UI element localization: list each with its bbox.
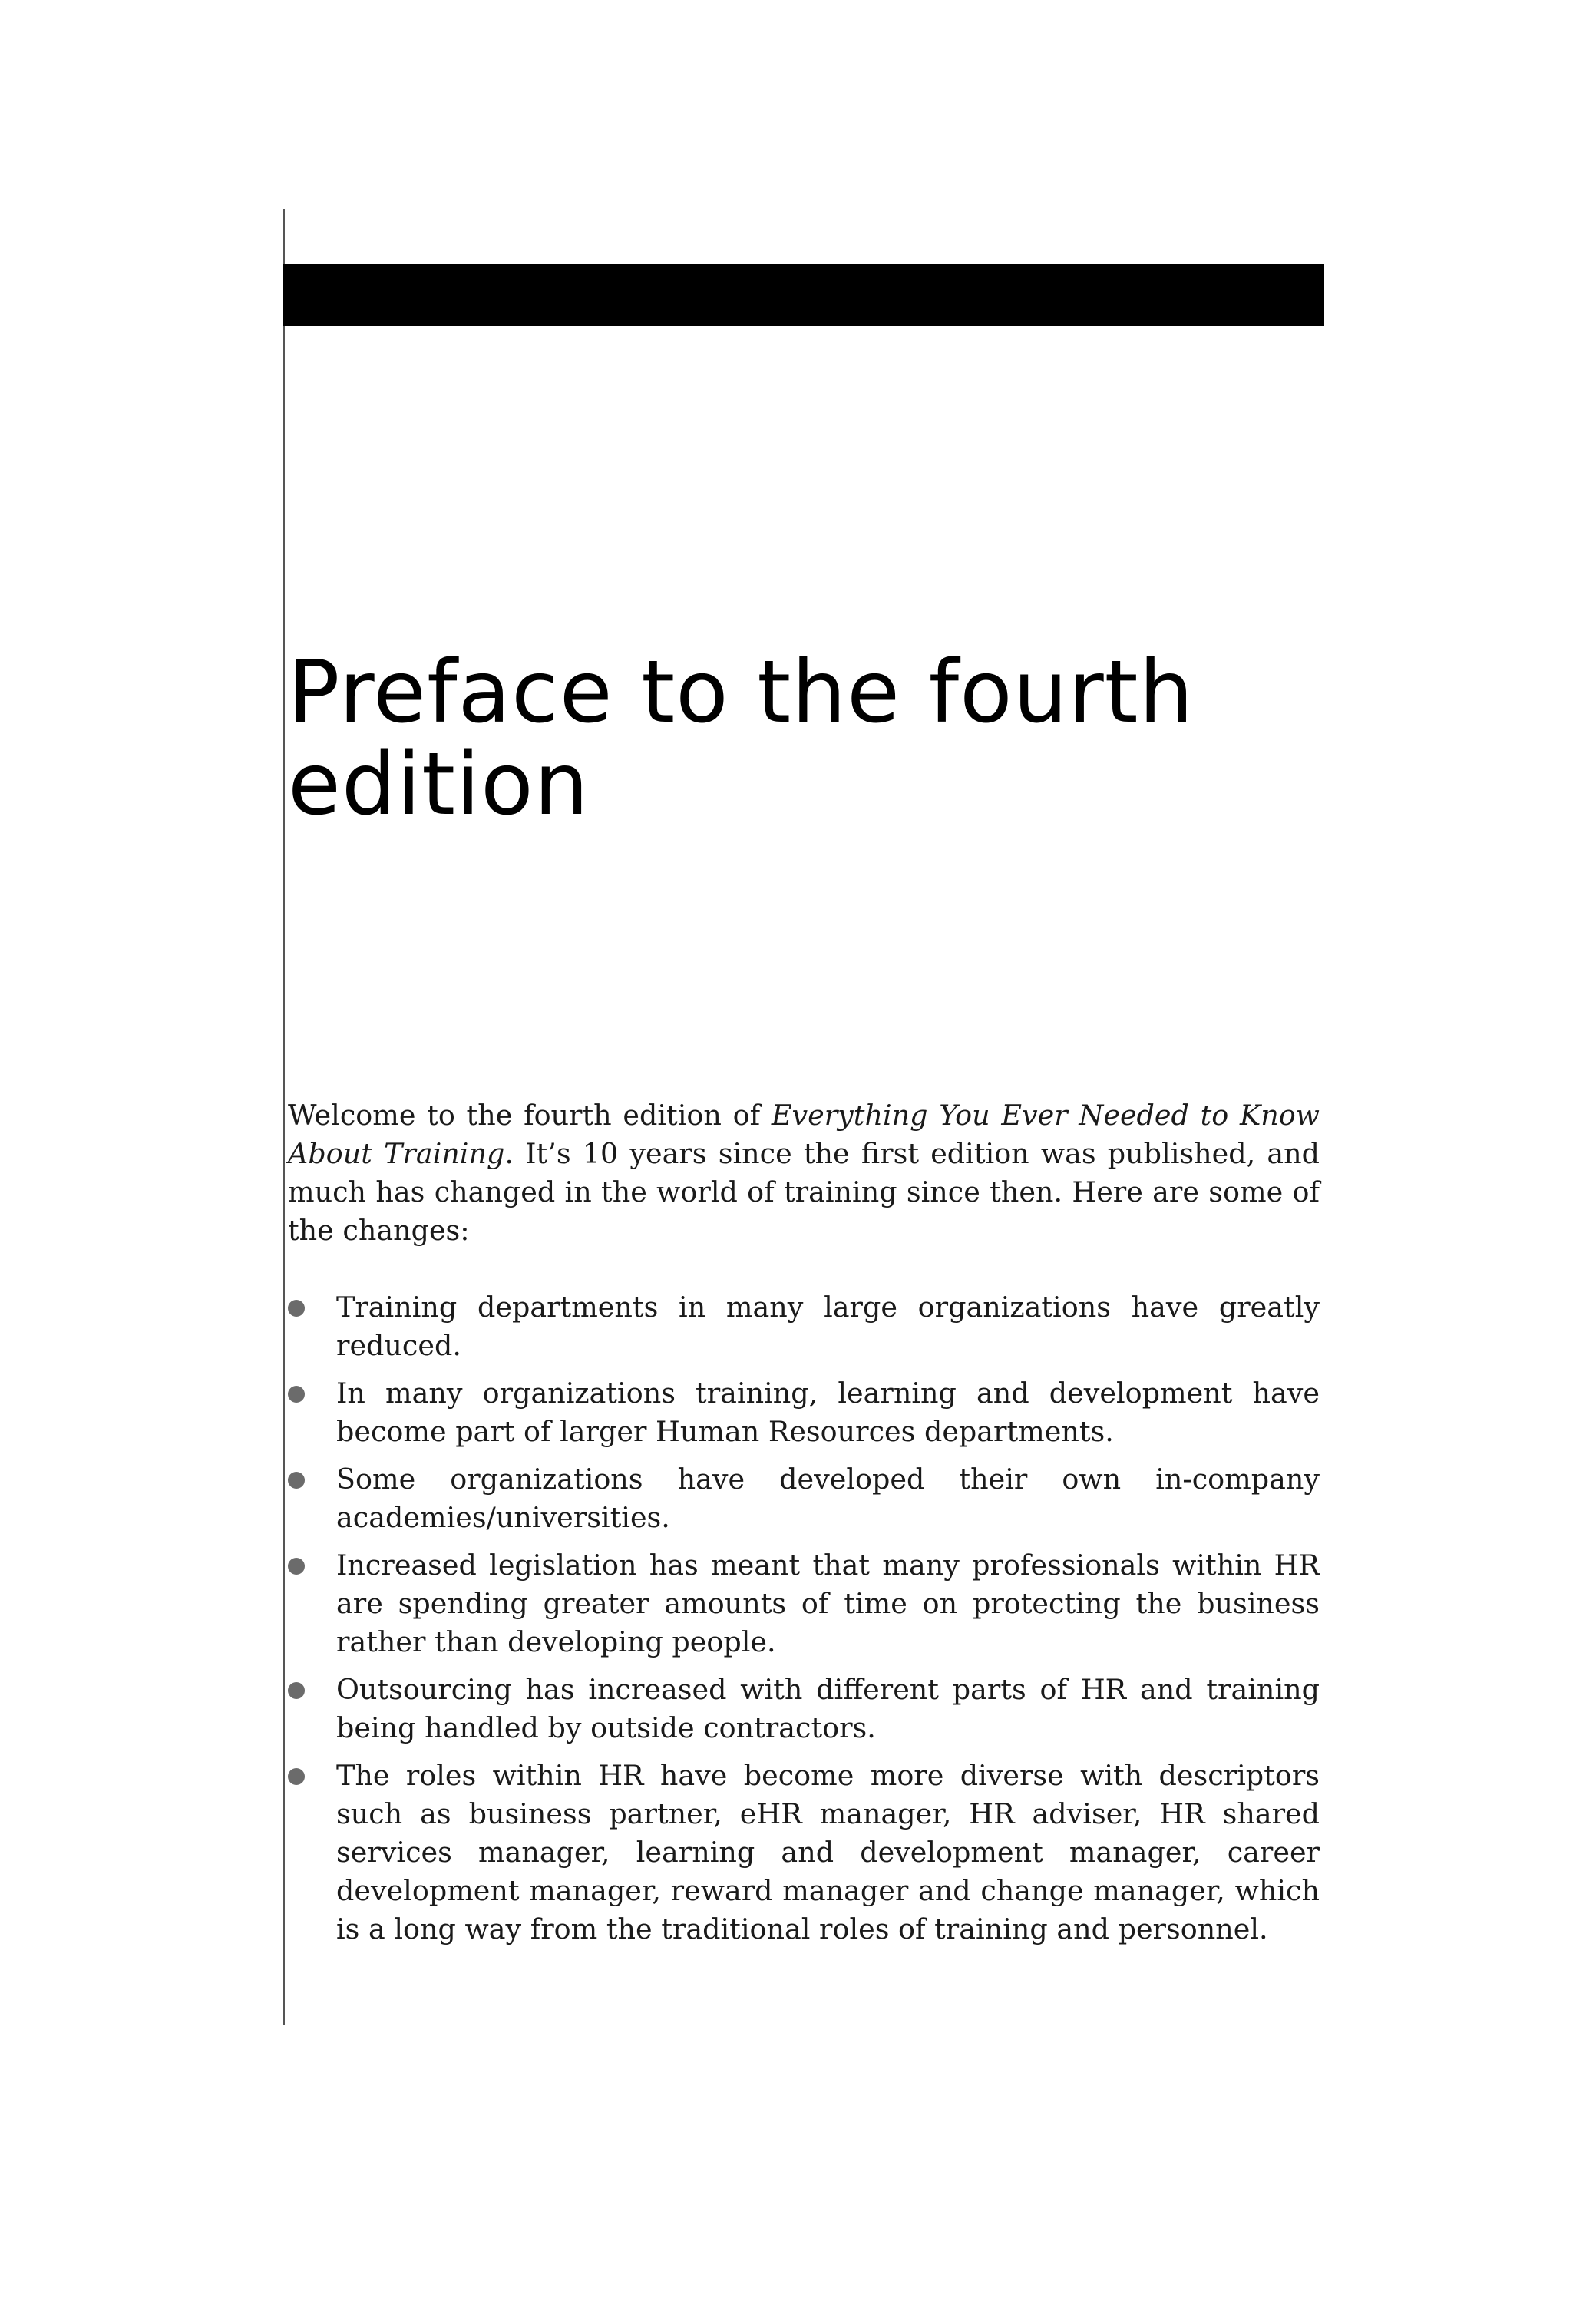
intro-text-after: . It’s 10 years since the first edition was published, and much has changed in the world of training since then. Here are some of the changes: (288, 1137, 1320, 1247)
list-item-text: Increased legislation has meant that many professionals within HR are spending greater amounts of time on protecting the business rather than developing people. (336, 1549, 1320, 1658)
list-item-text: Training departments in many large organizations have greatly reduced. (336, 1291, 1320, 1362)
chapter-title (288, 643, 1317, 835)
intro-text-before: Welcome to the fourth edition of (288, 1099, 772, 1132)
bullet-icon (288, 1386, 305, 1403)
chapter-header-bar (283, 264, 1324, 326)
list-item (288, 1546, 1320, 1661)
book-title: Everything You Ever Needed to Know About Training (288, 1099, 1320, 1170)
list-item (288, 1757, 1320, 1949)
margin-rule (283, 209, 285, 2025)
intro-paragraph (288, 1096, 1320, 1250)
list-item (288, 1460, 1320, 1537)
list-item-text: The roles within HR have become more diverse with descriptors such as business partner, eHR manager, HR adviser, HR shared services manager, learning and development manager, career development manager, reward manager and change manager, which is a long way from the traditional roles of training and personnel. (336, 1759, 1320, 1945)
chapter-title-line-2: edition (288, 735, 590, 835)
bullet-icon (288, 1558, 305, 1575)
list-item-text: In many organizations training, learning and development have become part of larger Human Resources departments. (336, 1377, 1320, 1448)
body-text (288, 1096, 1320, 1958)
list-item (288, 1288, 1320, 1365)
list-item (288, 1671, 1320, 1747)
bullet-icon (288, 1472, 305, 1489)
list-item-text: Outsourcing has increased with different parts of HR and training being handled by outside contractors. (336, 1673, 1320, 1744)
list-item (288, 1374, 1320, 1451)
bullet-icon (288, 1300, 305, 1317)
list-item-text: Some organizations have developed their own in-company academies/universities. (336, 1463, 1320, 1534)
changes-list (288, 1288, 1320, 1949)
chapter-title-line-1: Preface to the fourth (288, 643, 1195, 742)
bullet-icon (288, 1682, 305, 1699)
bullet-icon (288, 1768, 305, 1785)
